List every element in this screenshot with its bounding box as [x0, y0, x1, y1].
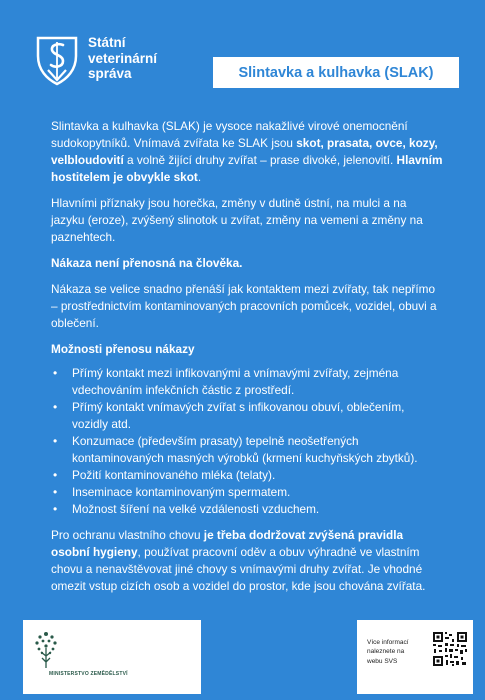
- org-name-line-2: veterinární: [88, 50, 158, 66]
- transfer-heading: Možnosti přenosu nákazy: [51, 342, 195, 356]
- not-transmissible-paragraph: [51, 255, 443, 272]
- page-title: Slintavka a kulhavka (SLAK): [238, 64, 434, 81]
- list-item: • Požití kontaminovaného mléka (telaty).: [51, 467, 443, 484]
- spread-paragraph: Nákaza se velice snadno přenáší jak kontaktem mezi zvířaty, tak nepřímo – prostřednictvím kontaminovaných pracovních pomůcek, vozidel, obuvi a oblečení.: [51, 282, 437, 330]
- intro-text-3: .: [197, 170, 202, 184]
- title-box: [213, 57, 459, 88]
- not-transmissible-text: Nákaza není přenosná na člověka.: [51, 256, 243, 270]
- protection-paragraph: [51, 527, 443, 595]
- list-item: • Konzumace (především prasaty) tepelně neošetřených kontaminovaných masných výrobků (krmení kuchyňských zbytků).: [51, 433, 443, 467]
- main-content: [51, 118, 443, 604]
- tree-logo-icon: [31, 626, 61, 670]
- ministry-name: MINISTERSTVO ZEMĚDĚLSTVÍ: [49, 671, 128, 677]
- intro-species-bold: skot, prasata, ovce, kozy, velbloudovití: [51, 136, 438, 167]
- footer: [0, 614, 485, 700]
- qr-code-icon[interactable]: [432, 631, 468, 667]
- protection-text-2: , používat pracovní oděv a obuv výhradně ve vlastním chovu a nenavštěvovat jiné chovy s vnímavými druhy zvířat. Je vhodné omezit vstup cizích osob a vozidel do prostor, kde jsou chována zvířata.: [51, 545, 426, 593]
- info-line-2: naleznete na: [367, 648, 405, 656]
- intro-host-bold: Hlavním hostitelem je obvykle skot: [51, 153, 443, 184]
- intro-paragraph: [51, 118, 443, 186]
- transfer-list: [51, 365, 443, 518]
- symptoms-paragraph: Hlavními příznaky jsou horečka, změny v dutině ústní, na mulci a na jazyku (eroze), zvýšený slinotok u zvířat, změny na vemeni a změny na paznehtech.: [51, 196, 423, 244]
- list-item: • Přímý kontakt vnímavých zvířat s infikovanou obuví, oblečením, vozidly atd.: [51, 399, 443, 433]
- list-item: • Inseminace kontaminovaným spermatem.: [51, 484, 443, 501]
- info-line-1: Více informací: [367, 639, 409, 646]
- svs-logo-icon: [34, 34, 80, 86]
- list-item: • Možnost šíření na velké vzdálenosti vzduchem.: [51, 501, 443, 518]
- info-text: [367, 638, 425, 666]
- ministry-logo-box: [23, 620, 201, 694]
- list-item: • Přímý kontakt mezi infikovanými a vnímavými zvířaty, zejména vdechováním infekčních částic z prostředí.: [51, 365, 443, 399]
- info-box: [357, 620, 473, 694]
- org-name-line-1: Státní: [88, 35, 126, 50]
- org-name-line-3: správa: [88, 66, 132, 81]
- protection-bold: je třeba dodržovat zvýšená pravidla osobní hygieny: [51, 528, 404, 559]
- organization-name: [88, 35, 157, 82]
- header: [0, 0, 485, 112]
- intro-text: Slintavka a kulhavka (SLAK) je vysoce nakažlivé virové onemocnění sudokopytníků. Vnímavá zvířata ke SLAK jsou: [51, 119, 408, 150]
- info-line-3: webu SVS: [367, 657, 398, 665]
- intro-text-2: a volně žijící druhy zvířat – prase divoké, jelenovití.: [123, 153, 397, 167]
- protection-text: Pro ochranu vlastního chovu: [51, 528, 204, 542]
